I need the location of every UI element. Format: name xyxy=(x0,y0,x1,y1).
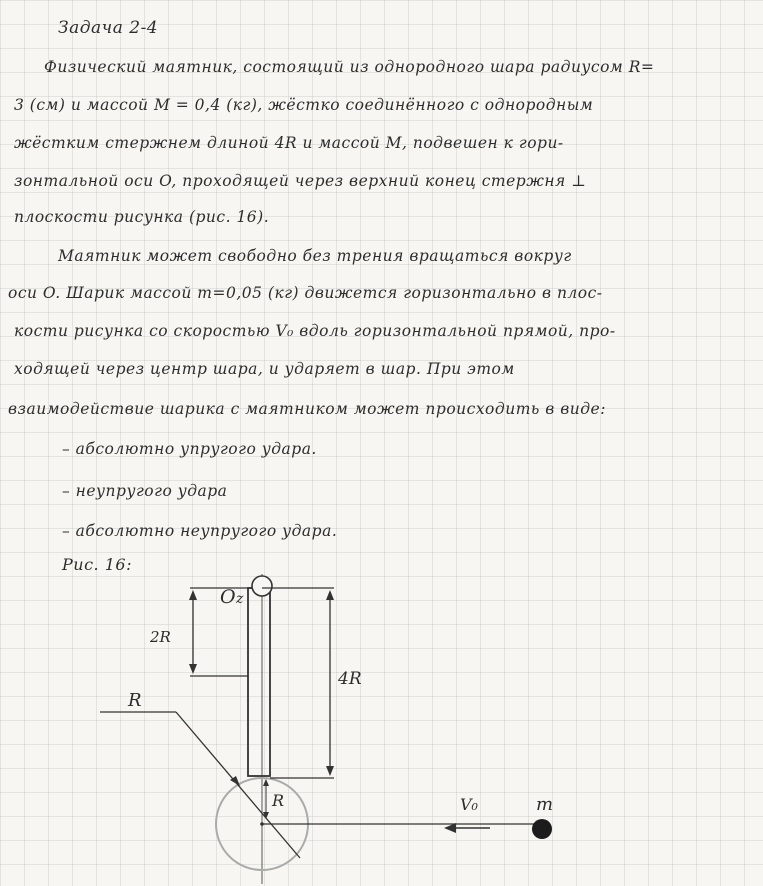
bullet-perfectly-inelastic: – абсолютно неупругого удара. xyxy=(62,522,338,540)
text-line-9: ходящей через центр шара, и ударяет в шар. При этом xyxy=(14,360,515,378)
small-r-arrow-top xyxy=(263,779,269,786)
text-line-7: оси O. Шарик массой m=0,05 (кг) движется горизонтально в плос- xyxy=(8,284,603,302)
dim-4r-label: 4R xyxy=(338,669,362,689)
problem-title: Задача 2-4 xyxy=(58,18,159,38)
axis-o-label: O xyxy=(220,586,236,608)
text-line-8: кости рисунка со скоростью V₀ вдоль горизонтальной прямой, про- xyxy=(14,322,616,340)
figure-caption: Рис. 16: xyxy=(62,555,132,574)
text-line-5: плоскости рисунка (рис. 16). xyxy=(14,208,270,226)
small-ball xyxy=(532,819,552,839)
text-line-4: зонтальной оси O, проходящей через верхний конец стержня ⊥ xyxy=(14,172,587,190)
axis-circle xyxy=(252,576,272,596)
velocity-label: V₀ xyxy=(460,795,478,814)
text-line-3: жёстким стержнем длиной 4R и массой M, подвешен к гори- xyxy=(14,134,564,152)
axis-z-label: z xyxy=(236,591,244,607)
small-r-label: R xyxy=(272,791,285,810)
radius-leader-diagonal xyxy=(176,712,300,858)
dim-4r-arrow-top xyxy=(326,590,334,600)
text-line-1: Физический маятник, состоящий из однородного шара радиусом R= xyxy=(44,58,655,76)
bullet-elastic: – абсолютно упругого удара. xyxy=(62,440,317,458)
bullet-inelastic: – неупругого удара xyxy=(62,482,228,500)
dim-2r-arrow-bottom xyxy=(189,664,197,674)
dim-2r-arrow-top xyxy=(189,590,197,600)
rod xyxy=(248,588,270,776)
dim-4r-arrow-bottom xyxy=(326,766,334,776)
text-line-2: 3 (см) и массой M = 0,4 (кг), жёстко соединённого с однородным xyxy=(14,96,594,114)
dim-2r-label: 2R xyxy=(150,628,171,646)
text-line-6: Маятник может свободно без трения вращаться вокруг xyxy=(58,247,572,265)
text-line-10: взаимодействие шарика с маятником может происходить в виде: xyxy=(8,400,606,418)
mass-label: m xyxy=(536,794,554,815)
radius-label: R xyxy=(128,690,142,711)
